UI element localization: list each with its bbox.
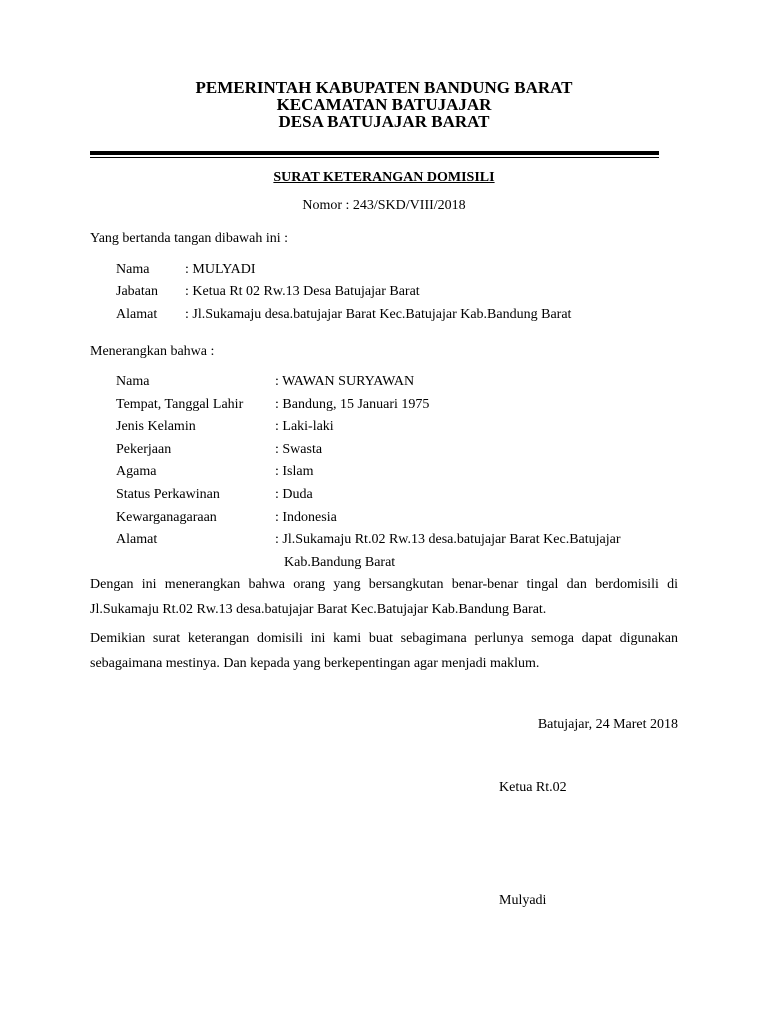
- signer-position-value: : Ketua Rt 02 Rw.13 Desa Batujajar Barat: [185, 284, 420, 299]
- letter-title: [0, 170, 768, 186]
- signer-name-label: Nama: [116, 262, 150, 277]
- subject-marital-value: : Duda: [275, 487, 313, 502]
- signer-position-label: Jabatan: [116, 284, 158, 299]
- letterhead-rule-thick: [90, 151, 659, 155]
- subject-religion-value: : Islam: [275, 464, 314, 479]
- intro-text: Yang bertanda tangan dibawah ini :: [90, 231, 289, 246]
- signer-name-value: : MULYADI: [185, 262, 256, 277]
- signatory-position: Ketua Rt.02: [499, 780, 567, 795]
- subject-birth-value: : Bandung, 15 Januari 1975: [275, 397, 430, 412]
- subject-address-value-cont: Kab.Bandung Barat: [284, 555, 396, 570]
- subject-birth-label: Tempat, Tanggal Lahir: [116, 397, 244, 412]
- subject-address-label: Alamat: [116, 532, 158, 547]
- signatory-name: Mulyadi: [499, 893, 547, 908]
- signer-address-label: Alamat: [116, 307, 158, 322]
- letter-title-text: SURAT KETERANGAN DOMISILI: [273, 170, 495, 185]
- subject-name-value: : WAWAN SURYAWAN: [275, 374, 415, 389]
- subject-address-value: : Jl.Sukamaju Rt.02 Rw.13 desa.batujajar Barat Kec.Batujajar: [275, 532, 621, 547]
- letterhead-village: DESA BATUJAJAR BARAT: [278, 112, 490, 131]
- statement-line-2: Jl.Sukamaju Rt.02 Rw.13 desa.batujajar Barat Kec.Batujajar Kab.Bandung Barat.: [90, 602, 547, 617]
- subject-citizenship-value: : Indonesia: [275, 510, 337, 525]
- letterhead-government: PEMERINTAH KABUPATEN BANDUNG BARAT: [195, 78, 573, 97]
- closing-paragraph: [90, 626, 678, 676]
- subject-gender-value: : Laki-laki: [275, 419, 334, 434]
- letterhead-rule-thin: [90, 157, 659, 158]
- statement-paragraph: [90, 572, 678, 622]
- subject-religion-label: Agama: [116, 464, 157, 479]
- subject-marital-label: Status Perkawinan: [116, 487, 220, 502]
- closing-line-2: sebagaimana mestinya. Dan kepada yang berkepentingan agar menjadi maklum.: [90, 656, 540, 671]
- letterhead-district: KECAMATAN BATUJAJAR: [276, 95, 492, 114]
- subject-citizenship-label: Kewarganagaraan: [116, 510, 217, 525]
- statement-line-1: Dengan ini menerangkan bahwa orang yang bersangkutan benar-benar tingal dan berdomisili di: [90, 577, 678, 592]
- subject-name-label: Nama: [116, 374, 150, 389]
- explains-text: Menerangkan bahwa :: [90, 344, 215, 359]
- signer-address-value: : Jl.Sukamaju desa.batujajar Barat Kec.Batujajar Kab.Bandung Barat: [185, 307, 572, 322]
- place-date: Batujajar, 24 Maret 2018: [537, 717, 678, 732]
- subject-gender-label: Jenis Kelamin: [116, 419, 196, 434]
- letterhead: [0, 79, 768, 130]
- subject-occupation-value: : Swasta: [275, 442, 323, 457]
- closing-line-1: Demikian surat keterangan domisili ini kami buat sebagimana perlunya semoga dapat digunakan: [90, 631, 678, 646]
- subject-occupation-label: Pekerjaan: [116, 442, 172, 457]
- letter-number: Nomor : 243/SKD/VIII/2018: [302, 198, 466, 213]
